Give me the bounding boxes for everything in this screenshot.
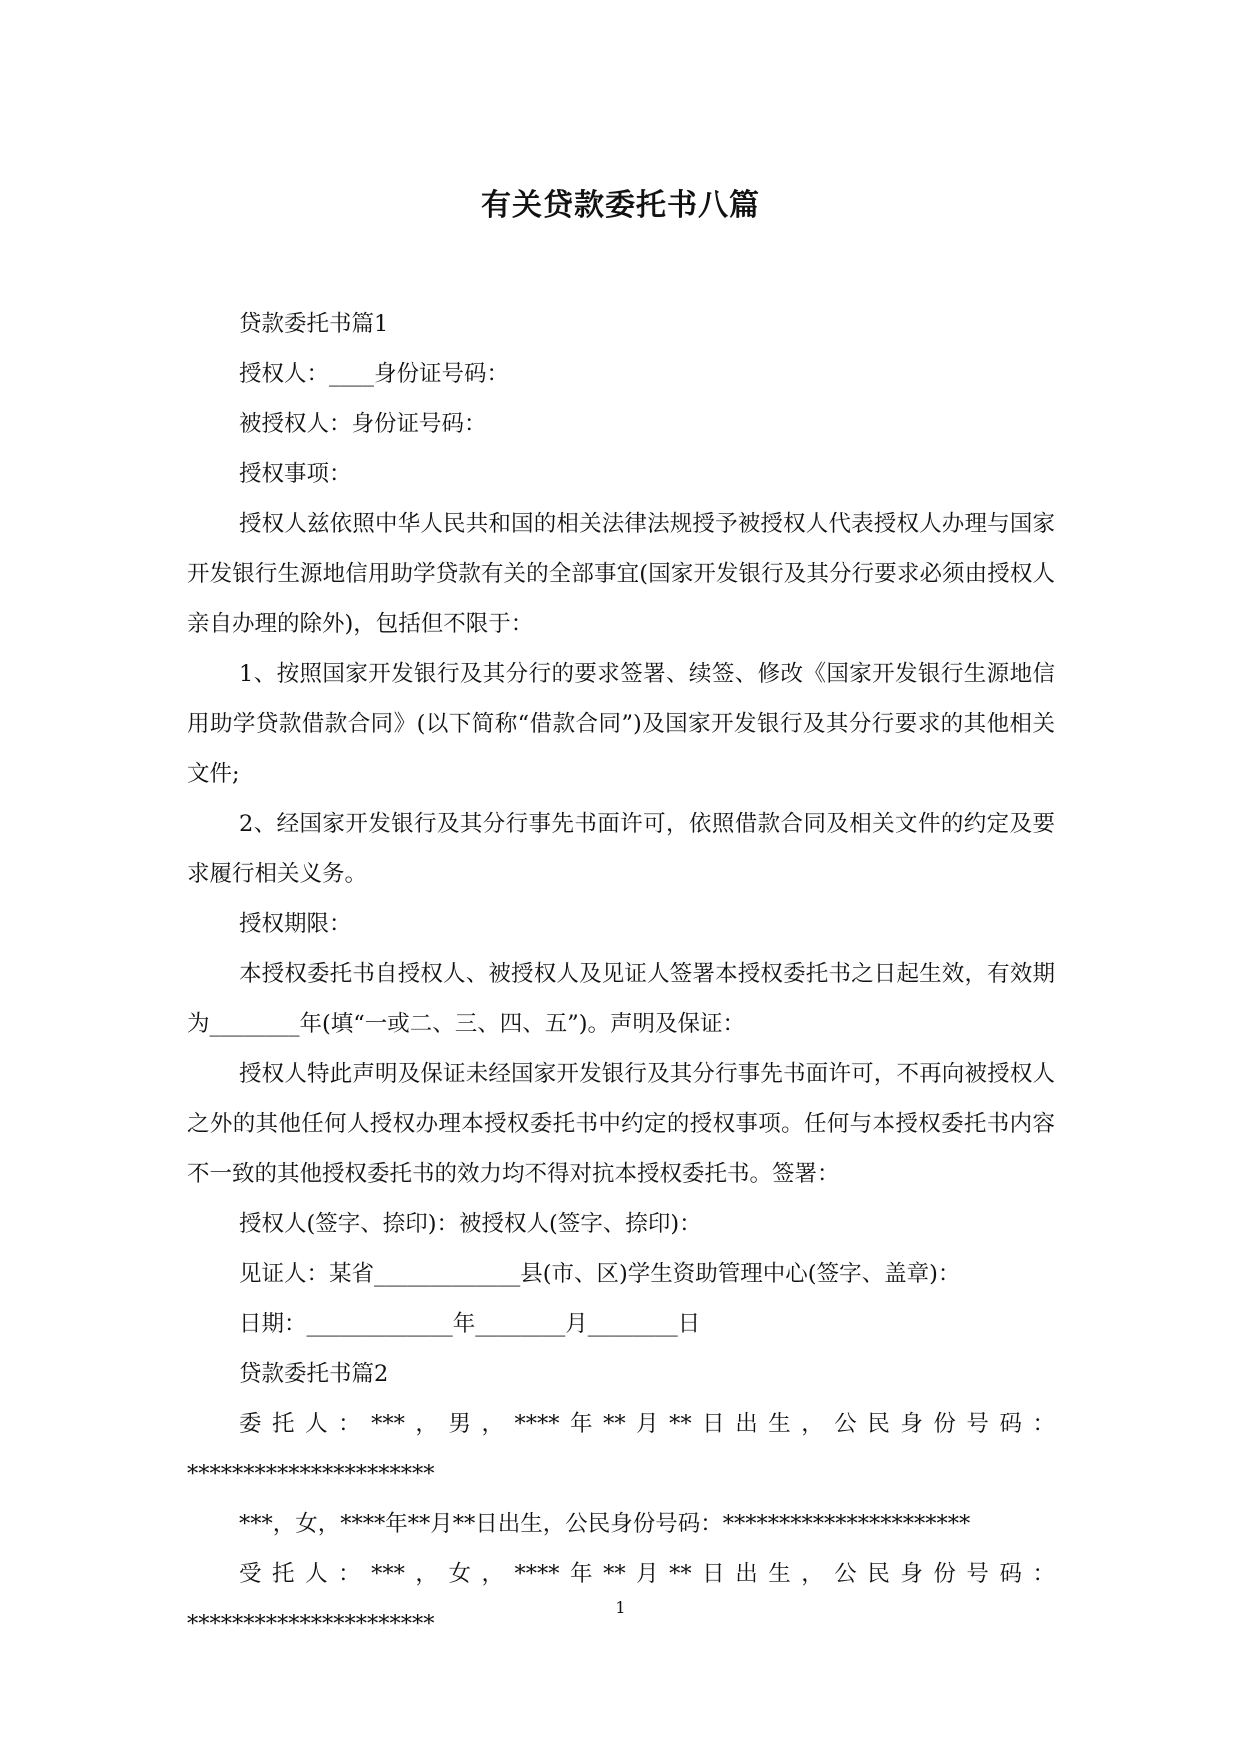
paragraph: 授权事项：	[239, 461, 352, 487]
section-heading: 贷款委托书篇2	[239, 1361, 389, 1387]
paragraph: 委托人：***，男，****年**月**日出生，公民身份号码：	[239, 1411, 1055, 1437]
paragraph: ***，女，****年**月**日出生，公民身份号码：**********************	[239, 1511, 971, 1537]
paragraph: **********************	[187, 1461, 435, 1487]
document-title: 有关贷款委托书八篇	[481, 188, 760, 223]
paragraph: 授权人特此声明及保证未经国家开发银行及其分行事先书面许可，不再向被授权人之外的其他任何人授权办理本授权委托书中约定的授权事项。任何与本授权委托书内容不一致的其他授权委托书的效力均不得对抗本授权委托书。签署：	[187, 1061, 1055, 1187]
paragraph: 被授权人：身份证号码：	[239, 411, 487, 437]
paragraph: 见证人：某省_____________县(市、区)学生资助管理中心(签字、盖章)：	[239, 1261, 961, 1287]
paragraph: **********************	[187, 1611, 435, 1637]
paragraph: 1、按照国家开发银行及其分行的要求签署、续签、修改《国家开发银行生源地信用助学贷款借款合同》(以下简称“借款合同”)及国家开发银行及其分行要求的其他相关文件;	[187, 661, 1055, 787]
paragraph: 授权人：____身份证号码：	[239, 361, 510, 387]
paragraph: 受托人：***，女，****年**月**日出生，公民身份号码：	[239, 1561, 1055, 1587]
paragraph: 授权人(签字、捺印)：被授权人(签字、捺印)：	[239, 1211, 702, 1237]
page-number: 1	[615, 1598, 626, 1617]
section-heading: 贷款委托书篇1	[239, 311, 389, 337]
paragraph: 日期：_____________年________月________日	[239, 1311, 701, 1337]
paragraph: 2、经国家开发银行及其分行事先书面许可，依照借款合同及相关文件的约定及要求履行相关义务。	[187, 811, 1055, 887]
paragraph: 授权人兹依照中华人民共和国的相关法律法规授予被授权人代表授权人办理与国家开发银行生源地信用助学贷款有关的全部事宜(国家开发银行及其分行要求必须由授权人亲自办理的除外)，包括但不限于：	[187, 511, 1055, 637]
paragraph: 本授权委托书自授权人、被授权人及见证人签署本授权委托书之日起生效，有效期为________年(填“一或二、三、四、五”)。声明及保证：	[187, 961, 1055, 1037]
document-body	[187, 299, 1055, 1649]
paragraph: 授权期限：	[239, 911, 352, 937]
